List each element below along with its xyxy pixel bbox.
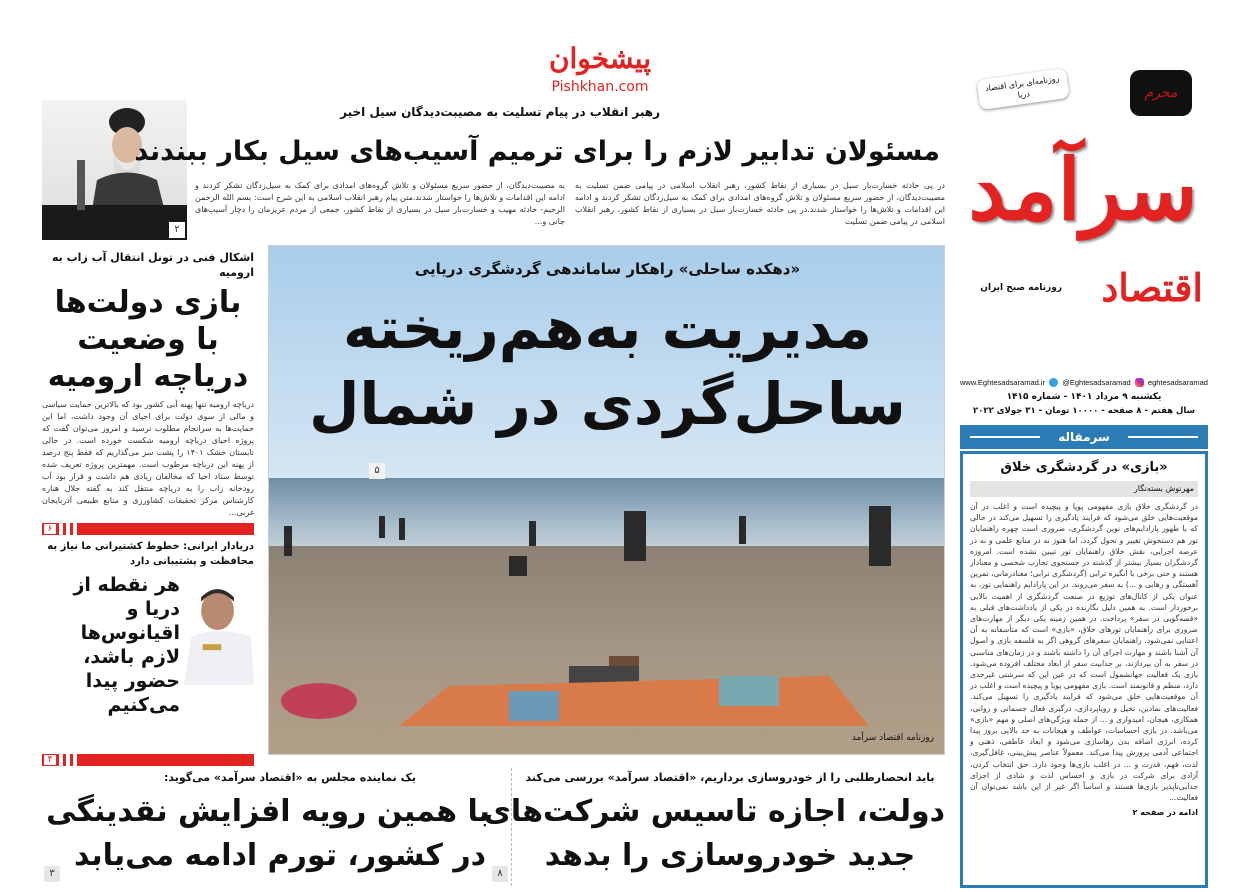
- admiral-story-kicker: دریادار ایرانی: خطوط کشتیرانی ما نیاز به محافظت و پشتیبانی دارد: [47, 541, 254, 567]
- left-story-headline[interactable]: بازی دولت‌ها با وضعیت دریاچه ارومیه: [47, 285, 249, 394]
- masthead-logo[interactable]: [958, 60, 1208, 374]
- main-headline-line2: ساحل‌گردی در شمال: [309, 370, 906, 438]
- website-link[interactable]: www.Eghtesadsaramad.ir: [960, 378, 1046, 387]
- headline-line: با همین رویه افزایش نقدینگی: [46, 794, 490, 829]
- photo-credit: روزنامه اقتصاد سرآمد: [851, 733, 934, 743]
- admiral-story-headline[interactable]: هر نقطه از دریا و اقیانوس‌ها لازم باشد، حضور پیدا می‌کنیم: [73, 574, 180, 716]
- page-number: ۲: [169, 222, 185, 238]
- bottom-left-headline[interactable]: [46, 790, 490, 878]
- top-story-col-left: به مصیبت‌دیدگان، از حضور سریع مسئولان و تلاش گروه‌های امدادی برای کمک به سیل‌زدگان تشکر کردند و ادامه این اقدامات و تلاش‌ها را خواستار شدند.متن پیام رهبر انقلاب اسلامی به این شرح است: بسم الله الرحمن الرحیم- حادثه مهیب و خسارت‌بار سیل در بسیاری از نقاط کشور، جمعی از مردم عزیزمان را دچار آسیب‌های جانی و...: [195, 181, 565, 226]
- social-links: [960, 377, 1208, 388]
- beach-people-icon: [269, 476, 945, 755]
- editorial-body: در گردشگری خلاق بازی مفهومی پویا و پیچیده است و اغلب در آن موقعیت‌هایی خلق می‌شود که فرایند یادگیری را تسهیل می‌کند در حالی که با ظهور پارادایم‌های نوین گردشگری، ضروری است چهره راهنمایان تور هم دستخوش تغییر و تحول گردد، اما هنوز نه در منابع علمی و نه در عرصه اجرایی، نقش خلاق راهنمایان تور تبیین نشده است. امروزه گردشگران بسیار بیشتر از گذشته در جستجوی تجارب شخصی و معنادار هستند و حتی برخی با انگیزه ترابی (گردشگری ترابی؛ معنادرمانی، تمرین آهستگی و رهایی و ...) به سفر می‌روند. در این پارادایم راهنمایی تور، به عنوان یکی از کانال‌های توزیع در صنعت گردشگری از اهمیت بالایی برخوردار است. به همین دلیل نگارنده در یکی از یادداشت‌های قبلی به «قصه‌گویی در سفر» پرداخت. در همین زمینه یکی دیگر از مهارت‌های ضروری برای راهنمایان تورهای خلاق، «بازی» است که متأسفانه به آن اعتنایی نمی‌شود. راهنمایان سفرهای گروهی اگر به فلسفه بازی و اصول آن آشنا باشند و مهارت اجرای آن را داشته باشند و در زمان‌های مناسبی در سفر به آن بپردازند، بر جذابیت سفر از ابعاد مختلف افزوده می‌شود. بازی یک فعالیت جهانشمول است که در عین این که سرشتی غیرجدی دارد، منظم و قانونمند است. بازی مفهومی پویا و پیچیده است و اغلب در آن موقعیت‌هایی خلق می‌شود که فرایند یادگیری را تسهیل می‌کند. فعالیت‌های نمادین، تخیل و رویاپردازی، درگیری فعال جسمانی و روانی، همکاری، هیجان، امیدواری و ... از جمله ویژگی‌های اصلی و مهم «بازی» می‌باشد. در بازی احساسات، عواطف و هیجانات به حد بالایی بروز پیدا کرده، انرژی اضافه بدن رهاسازی می‌شود و ابعاد عاطفی، ذهنی و اجتماعی آدمی پرورش پیدا می‌کند. معمولاً عناصر پیش‌بینی، غافل‌گیری، لذت، فهم، قدرت و ... در اغلب بازی‌ها وجود دارد. حق انتخاب کردن، آزادی برای شرکت در بازی و احساس لذت و شادی از اجزای جدایی‌ناپذیر بازی‌ها هستند و اساساً اگر غیر از این باشد نمی‌توان آن فعالیت...: [970, 502, 1198, 803]
- editorial-box: [960, 451, 1208, 888]
- editorial-section-label: سرمقاله: [1058, 430, 1110, 444]
- instagram-link[interactable]: eghtesadsaramad: [1147, 378, 1208, 387]
- masthead-badge: روزنامه‌ای برای اقتصاد دریا: [976, 68, 1069, 110]
- bottom-right-kicker: باید انحصارطلبی را از خودروسازی برداریم، «اقتصاد سرآمد» بررسی می‌کند: [525, 771, 935, 784]
- main-story-kicker: «دهکده ساحلی» راهکار ساماندهی گردشگری دریایی: [414, 260, 801, 278]
- admiral-photo: [184, 573, 254, 750]
- watermark-latin: Pishkhan.com: [551, 79, 649, 95]
- headline-line: در کشور، تورم ادامه می‌یابد: [73, 838, 486, 873]
- issue-date: یکشنبه ۹ مرداد ۱۴۰۱ - شماره ۱۴۱۵: [1006, 392, 1162, 402]
- page-number: ۵: [369, 463, 385, 479]
- page-number: ۶: [44, 524, 56, 534]
- telegram-icon: [1049, 378, 1058, 387]
- page-number: ۴: [44, 755, 56, 765]
- section-divider: [42, 523, 254, 535]
- top-story-headline[interactable]: مسئولان تدابیر لازم را برای ترمیم آسیب‌های سیل بکار ببندند: [134, 136, 940, 167]
- main-photo[interactable]: [268, 245, 945, 755]
- telegram-link[interactable]: @Eghtesadsaramad: [1062, 378, 1131, 387]
- admiral-figure-icon: [184, 573, 254, 693]
- logo-main: سرآمد: [968, 140, 1198, 239]
- main-headline-line1: مدیریت به‌هم‌ریخته: [342, 294, 873, 362]
- decorative-line: [1128, 436, 1198, 438]
- masthead-tagline: روزنامه صبح ایران: [980, 283, 1062, 293]
- bottom-left-kicker: یک نماینده مجلس به «اقتصاد سرآمد» می‌گوید:: [163, 771, 417, 784]
- section-divider: [42, 754, 254, 766]
- top-story-col-right: در پی حادثه خسارت‌بار سیل در بسیاری از نقاط کشور، رهبر انقلاب اسلامی در پیامی ضمن تسلیت به مصیبت‌دیدگان، از حضور سریع مسئولان و تلاش گروه‌های امدادی برای کمک به سیل‌زدگان تشکر کردند و ادامه این اقدامات و تلاش‌ها را خواستار شدند.در پی حادثه خسارت‌بار سیل در بسیاری از نقاط کشور، رهبر انقلاب اسلامی در پیامی ضمن تسلیت: [575, 181, 945, 226]
- pishkhan-watermark: [530, 40, 670, 96]
- bottom-right-headline[interactable]: [483, 790, 945, 878]
- continued-link[interactable]: ادامه در صفحه ۲: [1132, 808, 1198, 818]
- editorial-header: [960, 425, 1208, 449]
- admiral-block: [42, 573, 254, 750]
- issue-meta: سال هفتم - ۸ صفحه - ۱۰۰۰۰ تومان - ۳۱ جولای ۲۰۲۲: [973, 406, 1195, 416]
- logo-prefix: اقتصاد: [1101, 265, 1203, 310]
- decorative-line: [970, 436, 1040, 438]
- main-story-headline[interactable]: [269, 290, 945, 442]
- editorial-title[interactable]: «بازی» در گردشگری خلاق: [1000, 460, 1168, 475]
- left-column: [42, 250, 254, 766]
- instagram-icon: [1135, 378, 1144, 387]
- left-story-body: دریاچه ارومیه تنها پهنه آبی کشور بود که بالاترین حمایت سیاسی و مالی از سوی دولت برای احیای آن وجود داشت، اما این حمایت‌ها به سرانجام مطلوب نرسید و امروز می‌توان گفت که پروژه احیای دریاچه ارومیه شکست خورده است. در حالی تابستان خشک ۱۴۰۱ را پشت سر می‌گذاریم که فقط پنج درصد از پهنه این دریاچه مرطوب است. مهمترین پروژه تعریف شده توسط ستاد احیا که مخالفان زیادی هم داشت و قرار بود آب رودخانه زاب را به دریاچه منتقل کند به گفته جلال هناره کارشناس مرکز تحقیقات کشاورزی و منابع طبیعی آذربایجان غربی...: [42, 400, 254, 517]
- watermark-persian: پیشخوان: [548, 42, 652, 75]
- top-story-kicker: رهبر انقلاب در پیام تسلیت به مصیبت‌دیدگان سیل اخیر: [340, 105, 660, 119]
- headline-line: دولت، اجازه تاسیس شرکت‌های: [483, 794, 945, 829]
- left-story-kicker: اشکال فنی در تونل انتقال آب زاب به ارومیه: [51, 251, 254, 279]
- page-number: ۳: [44, 866, 60, 882]
- editorial-author: مهرنوش بسته‌نگار: [970, 481, 1198, 497]
- page-number: ۸: [492, 866, 508, 882]
- mourning-logo: محرم: [1130, 70, 1192, 116]
- headline-line: جدید خودروسازی را بدهد: [544, 838, 916, 873]
